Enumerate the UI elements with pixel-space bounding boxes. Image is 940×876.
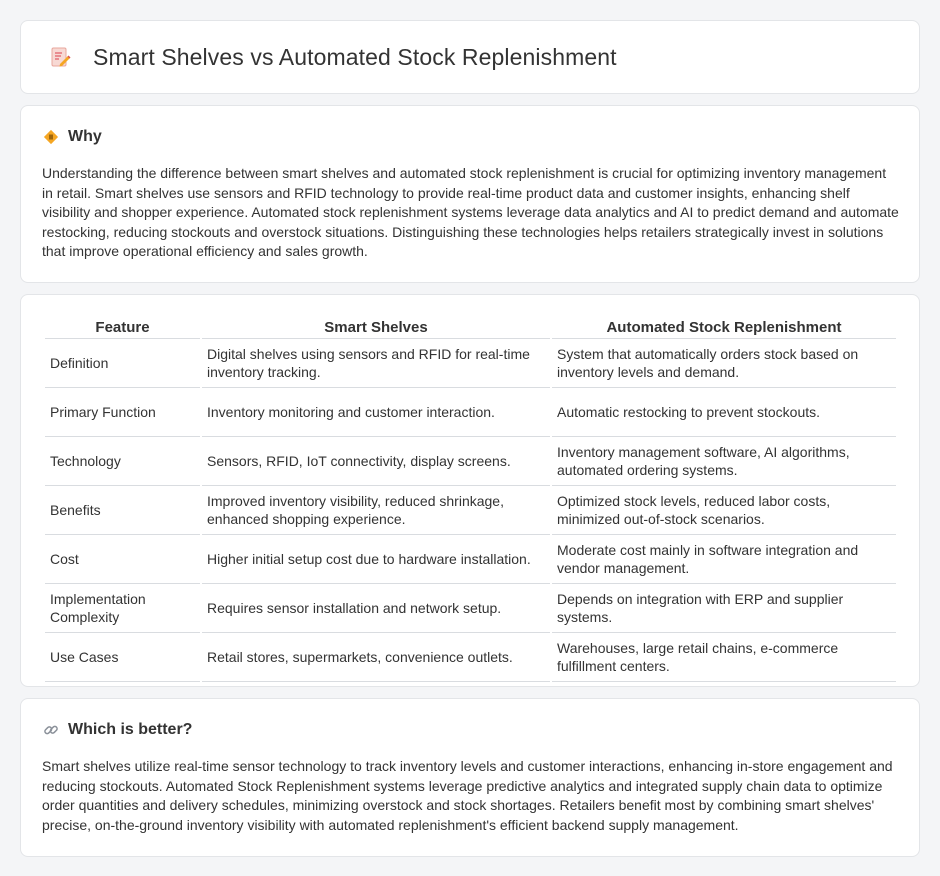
header-feature: Feature xyxy=(45,315,200,339)
table-row xyxy=(45,584,896,633)
table-row xyxy=(45,388,896,437)
row-feature: Use Cases xyxy=(45,633,200,682)
diamond-sign-icon xyxy=(42,128,60,146)
table-row xyxy=(45,486,896,535)
row-automated: Warehouses, large retail chains, e-commerce fulfillment centers. xyxy=(552,633,896,682)
document-pencil-icon xyxy=(47,44,73,70)
row-feature: Cost xyxy=(45,535,200,584)
comparison-table xyxy=(43,315,898,682)
row-feature: Primary Function xyxy=(45,388,200,437)
header-smart-shelves: Smart Shelves xyxy=(202,315,550,339)
row-smart-shelves: Digital shelves using sensors and RFID for real-time inventory tracking. xyxy=(202,339,550,388)
row-feature: Implementation Complexity xyxy=(45,584,200,633)
row-feature: Technology xyxy=(45,437,200,486)
table-row xyxy=(45,437,896,486)
row-automated: System that automatically orders stock based on inventory levels and demand. xyxy=(552,339,896,388)
header-automated-replenishment: Automated Stock Replenishment xyxy=(552,315,896,339)
why-section xyxy=(20,105,920,283)
row-smart-shelves: Inventory monitoring and customer interaction. xyxy=(202,388,550,437)
why-heading xyxy=(42,128,899,146)
link-icon xyxy=(42,721,60,739)
why-paragraph: Understanding the difference between smart shelves and automated stock replenishment is crucial for optimizing inventory management in retail. Smart shelves use sensors and RFID technology to provide real-time product data and customer insights, enhancing shelf visibility and shopper experience. Automated stock replenishment systems leverage data analytics and AI to predict demand and automate restocking, reducing stockouts and overstock situations. Distinguishing these technologies helps retailers strategically invest in solutions that improve operational efficiency and sales growth. xyxy=(42,165,899,259)
row-smart-shelves: Sensors, RFID, IoT connectivity, display screens. xyxy=(202,437,550,486)
better-heading-label: Which is better? xyxy=(68,721,193,738)
row-smart-shelves: Retail stores, supermarkets, convenience outlets. xyxy=(202,633,550,682)
row-smart-shelves: Higher initial setup cost due to hardware installation. xyxy=(202,535,550,584)
table-row xyxy=(45,535,896,584)
comparison-section xyxy=(20,294,920,687)
row-automated: Moderate cost mainly in software integration and vendor management. xyxy=(552,535,896,584)
row-automated: Automatic restocking to prevent stockouts. xyxy=(552,388,896,437)
row-automated: Optimized stock levels, reduced labor costs, minimized out-of-stock scenarios. xyxy=(552,486,896,535)
header-card xyxy=(20,20,920,94)
row-automated: Inventory management software, AI algorithms, automated ordering systems. xyxy=(552,437,896,486)
better-heading xyxy=(42,721,899,739)
page-title: Smart Shelves vs Automated Stock Replenishment xyxy=(93,43,617,70)
row-smart-shelves: Improved inventory visibility, reduced shrinkage, enhanced shopping experience. xyxy=(202,486,550,535)
why-heading-label: Why xyxy=(68,128,102,145)
row-smart-shelves: Requires sensor installation and network setup. xyxy=(202,584,550,633)
row-automated: Depends on integration with ERP and supplier systems. xyxy=(552,584,896,633)
table-header-row xyxy=(45,315,896,339)
table-row xyxy=(45,339,896,388)
row-feature: Definition xyxy=(45,339,200,388)
which-is-better-section xyxy=(20,698,920,857)
better-paragraph: Smart shelves utilize real-time sensor technology to track inventory levels and customer interactions, enhancing in-store engagement and reducing stockouts. Automated Stock Replenishment systems leverage predictive analytics and integrated supply chain data to optimize order quantities and delivery schedules, minimizing overstock and stock shortages. Retailers benefit most by combining smart shelves' precise, on-the-ground inventory visibility with automated replenishment's efficient backend supply management. xyxy=(42,758,893,833)
table-row xyxy=(45,633,896,682)
row-feature: Benefits xyxy=(45,486,200,535)
